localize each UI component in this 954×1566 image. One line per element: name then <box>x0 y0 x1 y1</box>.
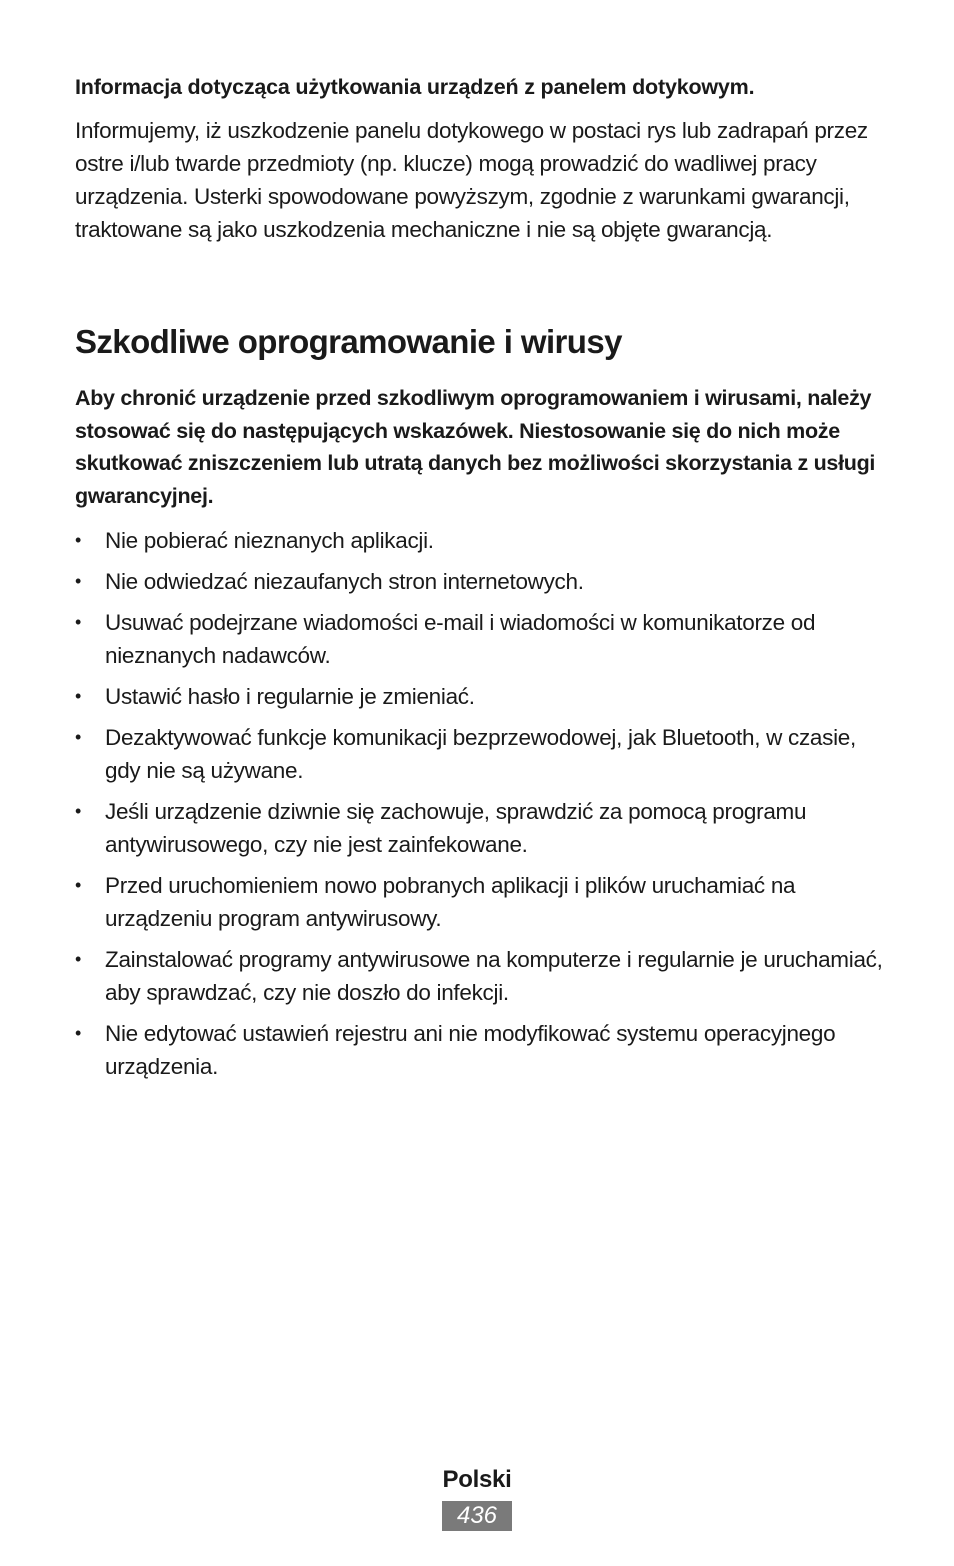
section-intro: Aby chronić urządzenie przed szkodliwym oprogramowaniem i wirusami, należy stosować się do następujących wskazówek. Niestosowanie się do nich może skutkować zniszczeniem lub utratą danych bez możliwości skorzystania z usługi gwarancyjnej. <box>75 386 876 508</box>
list-item <box>75 943 885 1009</box>
list-item <box>75 721 885 787</box>
list-item-text: Ustawić hasło i regularnie je zmieniać. <box>105 684 475 709</box>
notice-body: Informujemy, iż uszkodzenie panelu dotykowego w postaci rys lub zadrapań przez ostre i/lub twarde przedmioty (np. klucze) mogą prowadzić do wadliwej pracy urządzenia. Usterki spowodowane powyższym, zgodnie z warunkami gwarancji, traktowane są jako uszkodzenia mechaniczne i nie są objęte gwarancją. <box>75 118 868 242</box>
list-item <box>75 524 885 557</box>
footer-language: Polski <box>442 1466 512 1493</box>
bullet-icon: • <box>75 875 82 895</box>
list-item <box>75 565 885 598</box>
list-item-text: Zainstalować programy antywirusowe na komputerze i regularnie je uruchamiać, aby sprawdzać, czy nie doszło do infekcji. <box>105 947 883 1005</box>
bullet-icon: • <box>75 530 82 550</box>
list-item-text: Nie edytować ustawień rejestru ani nie modyfikować systemu operacyjnego urządzenia. <box>105 1021 836 1079</box>
list-item <box>75 869 885 935</box>
guideline-list <box>75 524 885 1083</box>
list-item <box>75 795 885 861</box>
list-item <box>75 680 885 713</box>
page-number-badge: 436 <box>442 1501 512 1531</box>
list-item <box>75 1017 885 1083</box>
bullet-icon: • <box>75 686 82 706</box>
notice-title: Informacja dotycząca użytkowania urządzeń z panelem dotykowym. <box>75 75 755 99</box>
bullet-icon: • <box>75 949 82 969</box>
bullet-icon: • <box>75 1023 82 1043</box>
list-item-text: Usuwać podejrzane wiadomości e-mail i wiadomości w komunikatorze od nieznanych nadawców. <box>105 610 816 668</box>
document-page <box>75 72 885 1091</box>
bullet-icon: • <box>75 612 82 632</box>
section-heading: Szkodliwe oprogramowanie i wirusy <box>75 323 622 360</box>
list-item-text: Nie pobierać nieznanych aplikacji. <box>105 528 434 553</box>
bullet-icon: • <box>75 571 82 591</box>
list-item <box>75 606 885 672</box>
list-item-text: Jeśli urządzenie dziwnie się zachowuje, sprawdzić za pomocą programu antywirusowego, czy nie jest zainfekowane. <box>105 799 807 857</box>
page-footer <box>0 1463 954 1531</box>
list-item-text: Dezaktywować funkcje komunikacji bezprzewodowej, jak Bluetooth, w czasie, gdy nie są używane. <box>105 725 856 783</box>
list-item-text: Przed uruchomieniem nowo pobranych aplikacji i plików uruchamiać na urządzeniu program antywirusowy. <box>105 873 796 931</box>
bullet-icon: • <box>75 727 82 747</box>
bullet-icon: • <box>75 801 82 821</box>
list-item-text: Nie odwiedzać niezaufanych stron internetowych. <box>105 569 584 594</box>
